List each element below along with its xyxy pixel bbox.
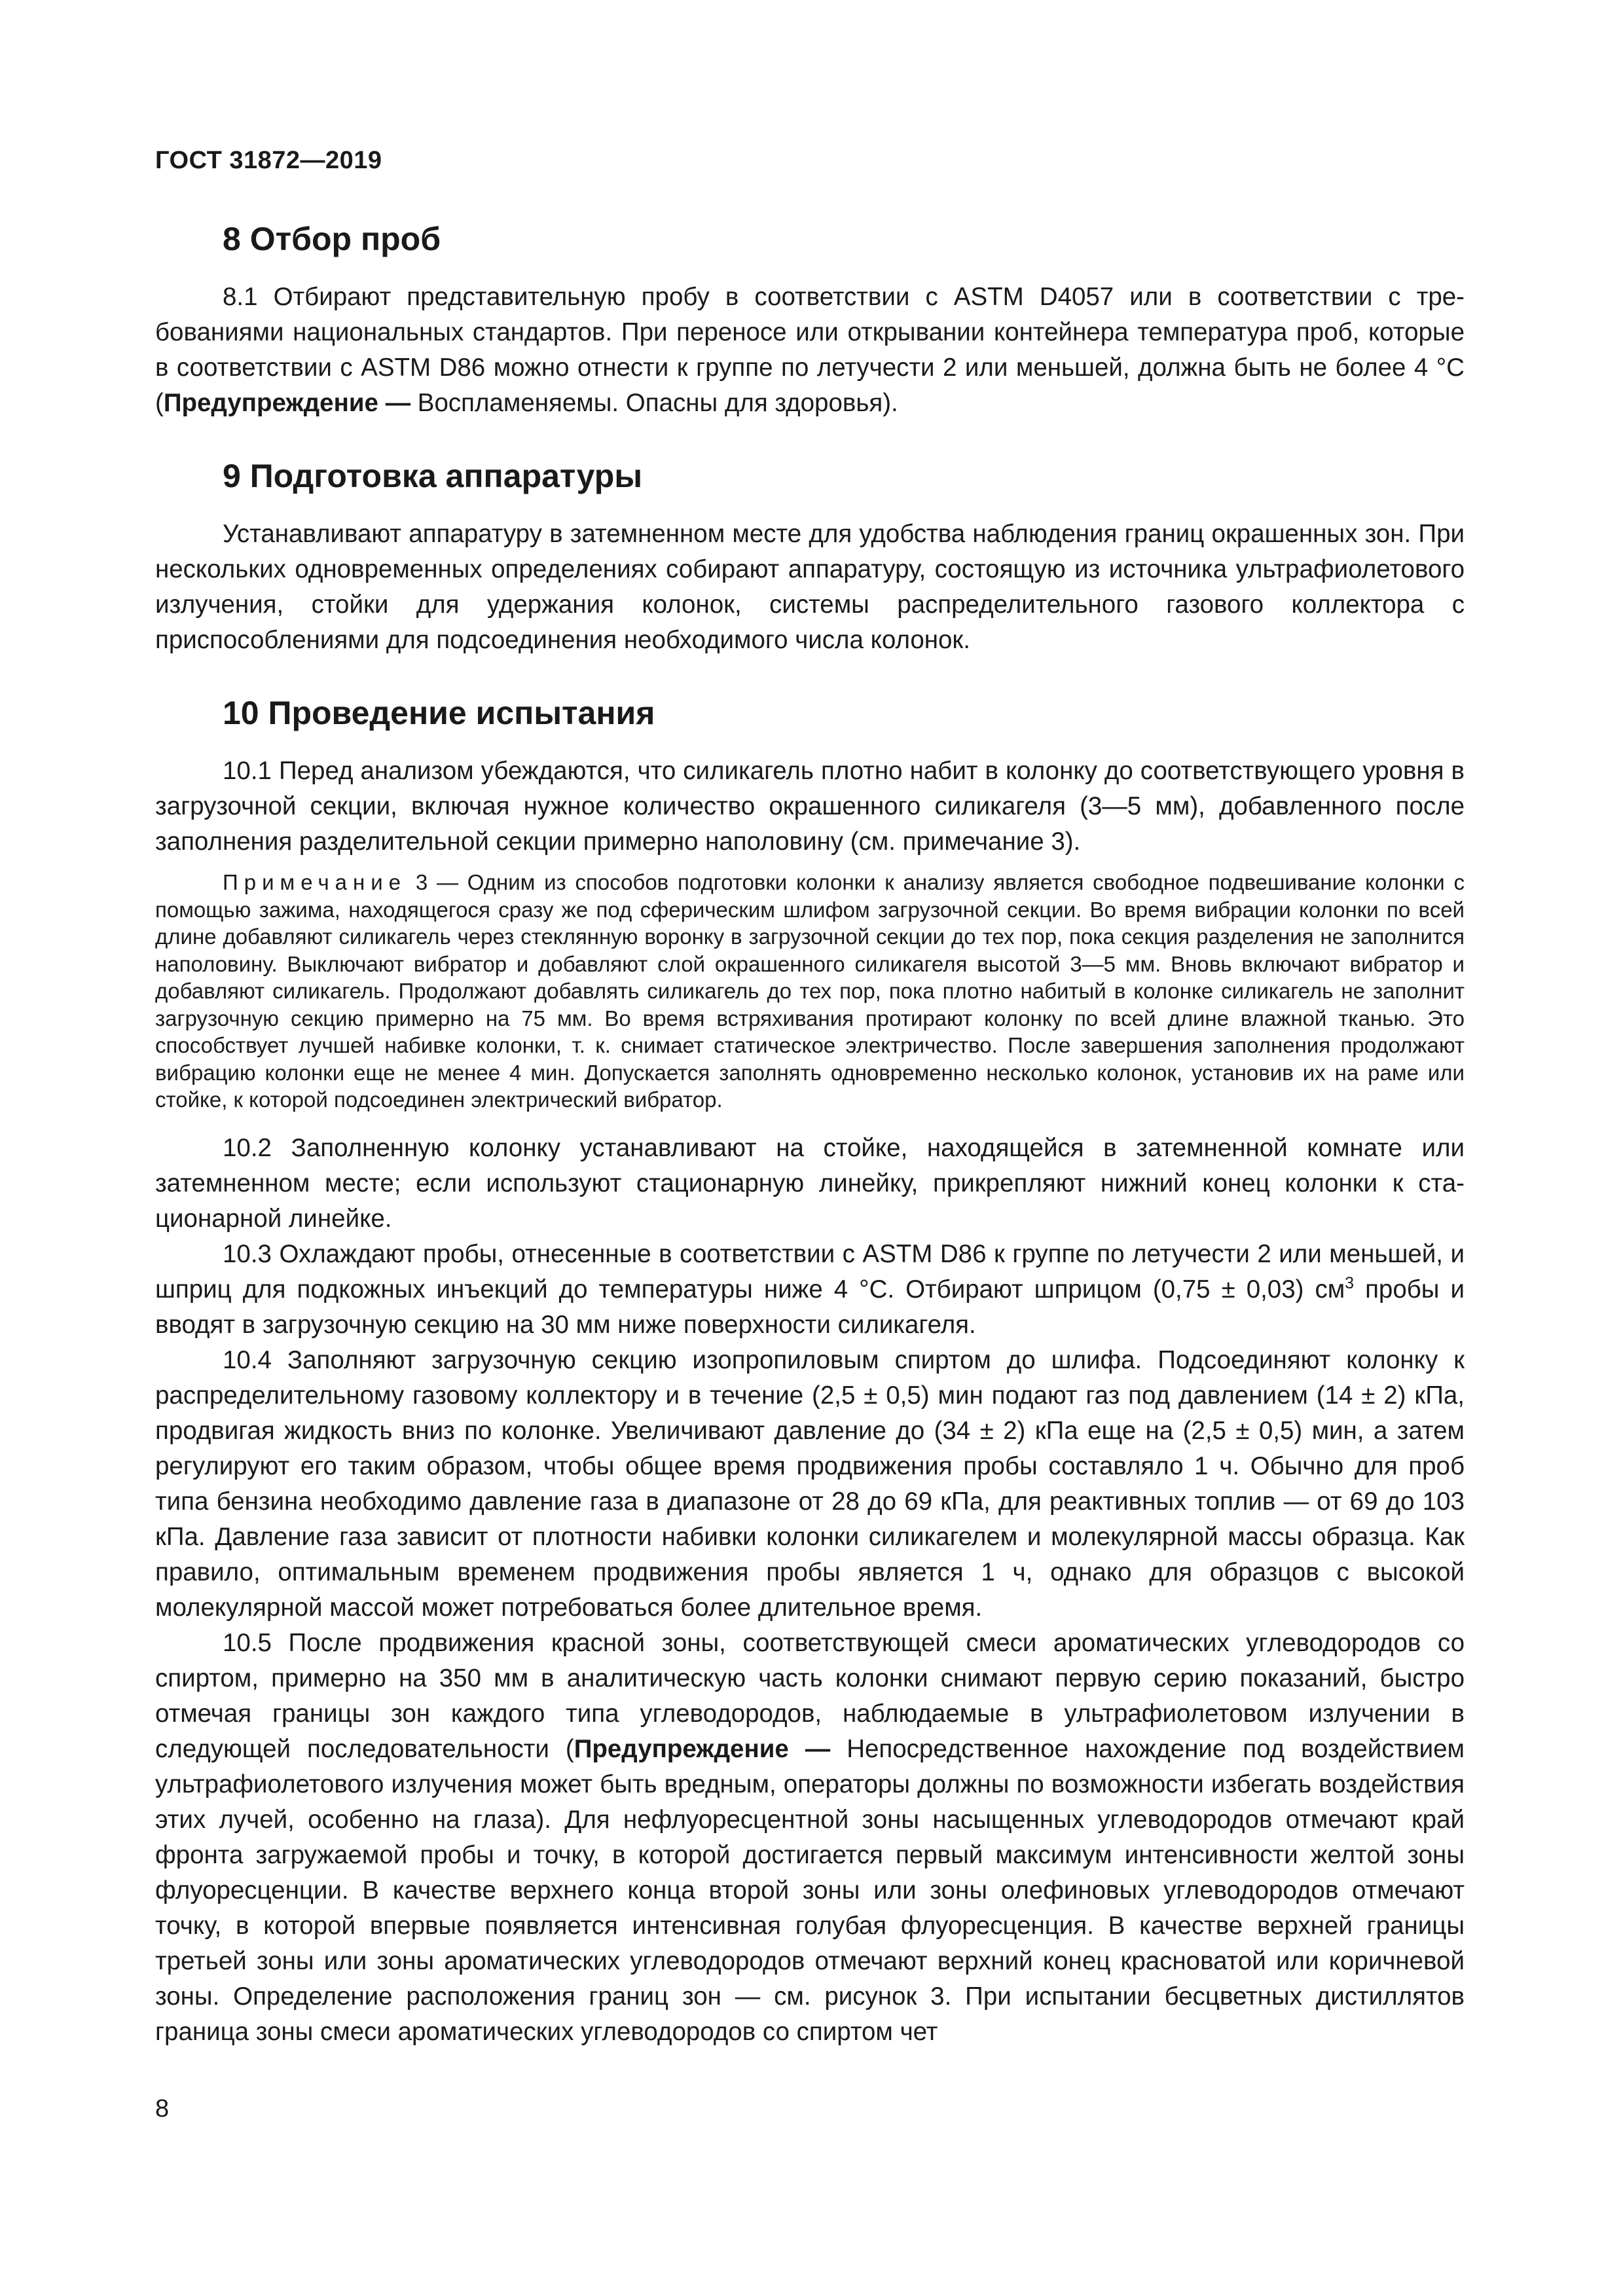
section-10-heading: 10 Проведение испытания (223, 695, 655, 731)
section-8-heading: 8 Отбор проб (223, 221, 441, 257)
paragraph-text: 8.1 Отбирают представительную пробу в соответствии с ASTM D4057 или в соответствии с требованиями национальных стандартов. При переносе или открывании контейнера температура проб, которые в соответствии с ASTM D86 можно отнести к группе по летучести 2 или меньшей, должна быть не более 4 °С ( (155, 283, 1465, 417)
paragraph-10-3 (155, 1237, 1465, 1343)
page-number: 8 (155, 2095, 170, 2123)
paragraph-10-1: 10.1 Перед анализом убеждаются, что силикагель плотно набит в колонку до соответствующего уровня в загрузочной секции, включая нужное количество окрашенного силикагеля (3—5 мм), добавленного после заполнения разделительной секции примерно наполовину (см. примечание 3). (155, 757, 1465, 856)
paragraph-text: Непосредственное нахождение под воздействием ультрафиолетового излучения может быть вредным, операторы должны по возможности избегать воздействия этих лучей, особенно на глаза). Для нефлуоресцентной зоны насыщенных углеводородов отмечают край фронта загружаемой пробы и точку, в которой достигается первый максимум интенсивности желтой зоны флуоресценции. В качестве верхнего конца второй зоны или зоны олефиновых углеводородов отмечают точку, в которой впервые появляется интенсивная голубая флуоресценция. В качестве верхней границы третьей зоны или зоны ароматических углеводородов отмечают верхний конец красноватой или коричневой зоны. Определение расположения границ зон — см. рисунок 3. При испытании бесцветных дистиллятов граница зоны смеси ароматических углеводородов со спиртом чет (155, 1734, 1465, 2046)
paragraph-10-4: 10.4 Заполняют загрузочную секцию изопропиловым спиртом до шлифа. Подсоединяют колонку к распределительному газовому коллектору и в течение (2,5 ± 0,5) мин подают газ под давлением (14 ± 2) кПа, продвигая жидкость вниз по колонке. Увеличивают давление до (34 ± 2) кПа еще на (2,5 ± 0,5) мин, а затем регулируют его таким образом, чтобы общее время продвижения пробы составляло 1 ч. Обычно для проб типа бензина необходимо давление газа в диапазоне от 28 до 69 кПа, для реактивных топлив — от 69 до 103 кПа. Давление газа зависит от плотности набивки колонки силикагелем и молекулярной массы образца. Как правило, оптимальным временем продвижения пробы является 1 ч, однако для образцов с высокой молекулярной массой может потребоваться более длительное время. (155, 1345, 1465, 1622)
note-text: 3 — Одним из способов подготовки колонки к анализу является свободное подвешивание колонки с помощью зажима, находящегося сразу же под сферическим шлифом загрузочной секции. Во время вибрации колонки по всей длине добавляют силикагель через стеклянную воронку в загрузочной секции до тех пор, пока секция разделения не заполнится наполовину. Выключают вибратор и добавляют слой окрашенного силикагеля высотой 3—5 мм. Вновь включают вибратор и добавляют силикагель. Продолжают добавлять силикагель до тех пор, пока плотно набитый в колонке силикагель не заполнит загрузочную секцию примерно на 75 мм. Во время встряхивания протирают колонку по всей длине влажной тканью. Это способствует лучшей набивке колонки, т. к. снимает статическое электричество. После завершения заполнения продолжают вибрацию колонки еще не менее 4 мин. Допускается заполнять одновременно несколько колонок, установив их на раме или стойке, к которой подсоединен электрический вибратор. (155, 870, 1465, 1112)
paragraph-9: Устанавливают аппаратуру в затемненном месте для удобства наблюдения границ окрашенных зон. При нескольких одновременных определениях собирают аппаратуру, состоящую из источника ультрафиолетового излучения, стойки для удержания колонок, системы распределительного газового коллектора с приспособлениями для подсоединения необходимого числа колонок. (155, 520, 1465, 654)
paragraph-10-5 (155, 1626, 1465, 2050)
paragraph-8-1 (155, 280, 1465, 421)
paragraph-10-2: 10.2 Заполненную колонку устанавливают на стойке, находящейся в затемненной комнате или затемненном месте; если используют стационарную линейку, прикрепляют нижний конец колонки к стационарной линейке. (155, 1133, 1465, 1233)
warning-label: Предупреждение — (163, 389, 411, 417)
section-9-heading: 9 Подготовка аппаратуры (223, 458, 643, 494)
note-label: Примечание (223, 870, 407, 894)
paragraph-text: 10.3 Охлаждают пробы, отнесенные в соответствии с ASTM D86 к группе по летучести 2 или меньшей, и шприц для подкожных инъекций до температуры ниже 4 °С. Отбирают шприцом (0,75 ± 0,03) см (155, 1239, 1465, 1303)
note-3 (155, 869, 1465, 1114)
document-id: ГОСТ 31872—2019 (155, 147, 382, 174)
paragraph-text: пробы и вводят в загрузочную секцию на 30 мм ниже поверхности силикагеля. (155, 1275, 1465, 1339)
page-content (155, 219, 1465, 2050)
warning-label: Предупреждение — (574, 1734, 831, 1763)
paragraph-text: 10.5 После продвижения красной зоны, соответствующей смеси ароматических углеводородов со спиртом, примерно на 350 мм в аналитическую часть колонки снимают первую серию показаний, быстро отмечая границы зон каждого типа углеводородов, наблюдаемые в ультрафиолетовом излучении в следующей последовательности ( (155, 1628, 1465, 1763)
superscript: 3 (1345, 1273, 1355, 1292)
paragraph-text: Воспламеняемы. Опасны для здоровья). (410, 389, 898, 417)
